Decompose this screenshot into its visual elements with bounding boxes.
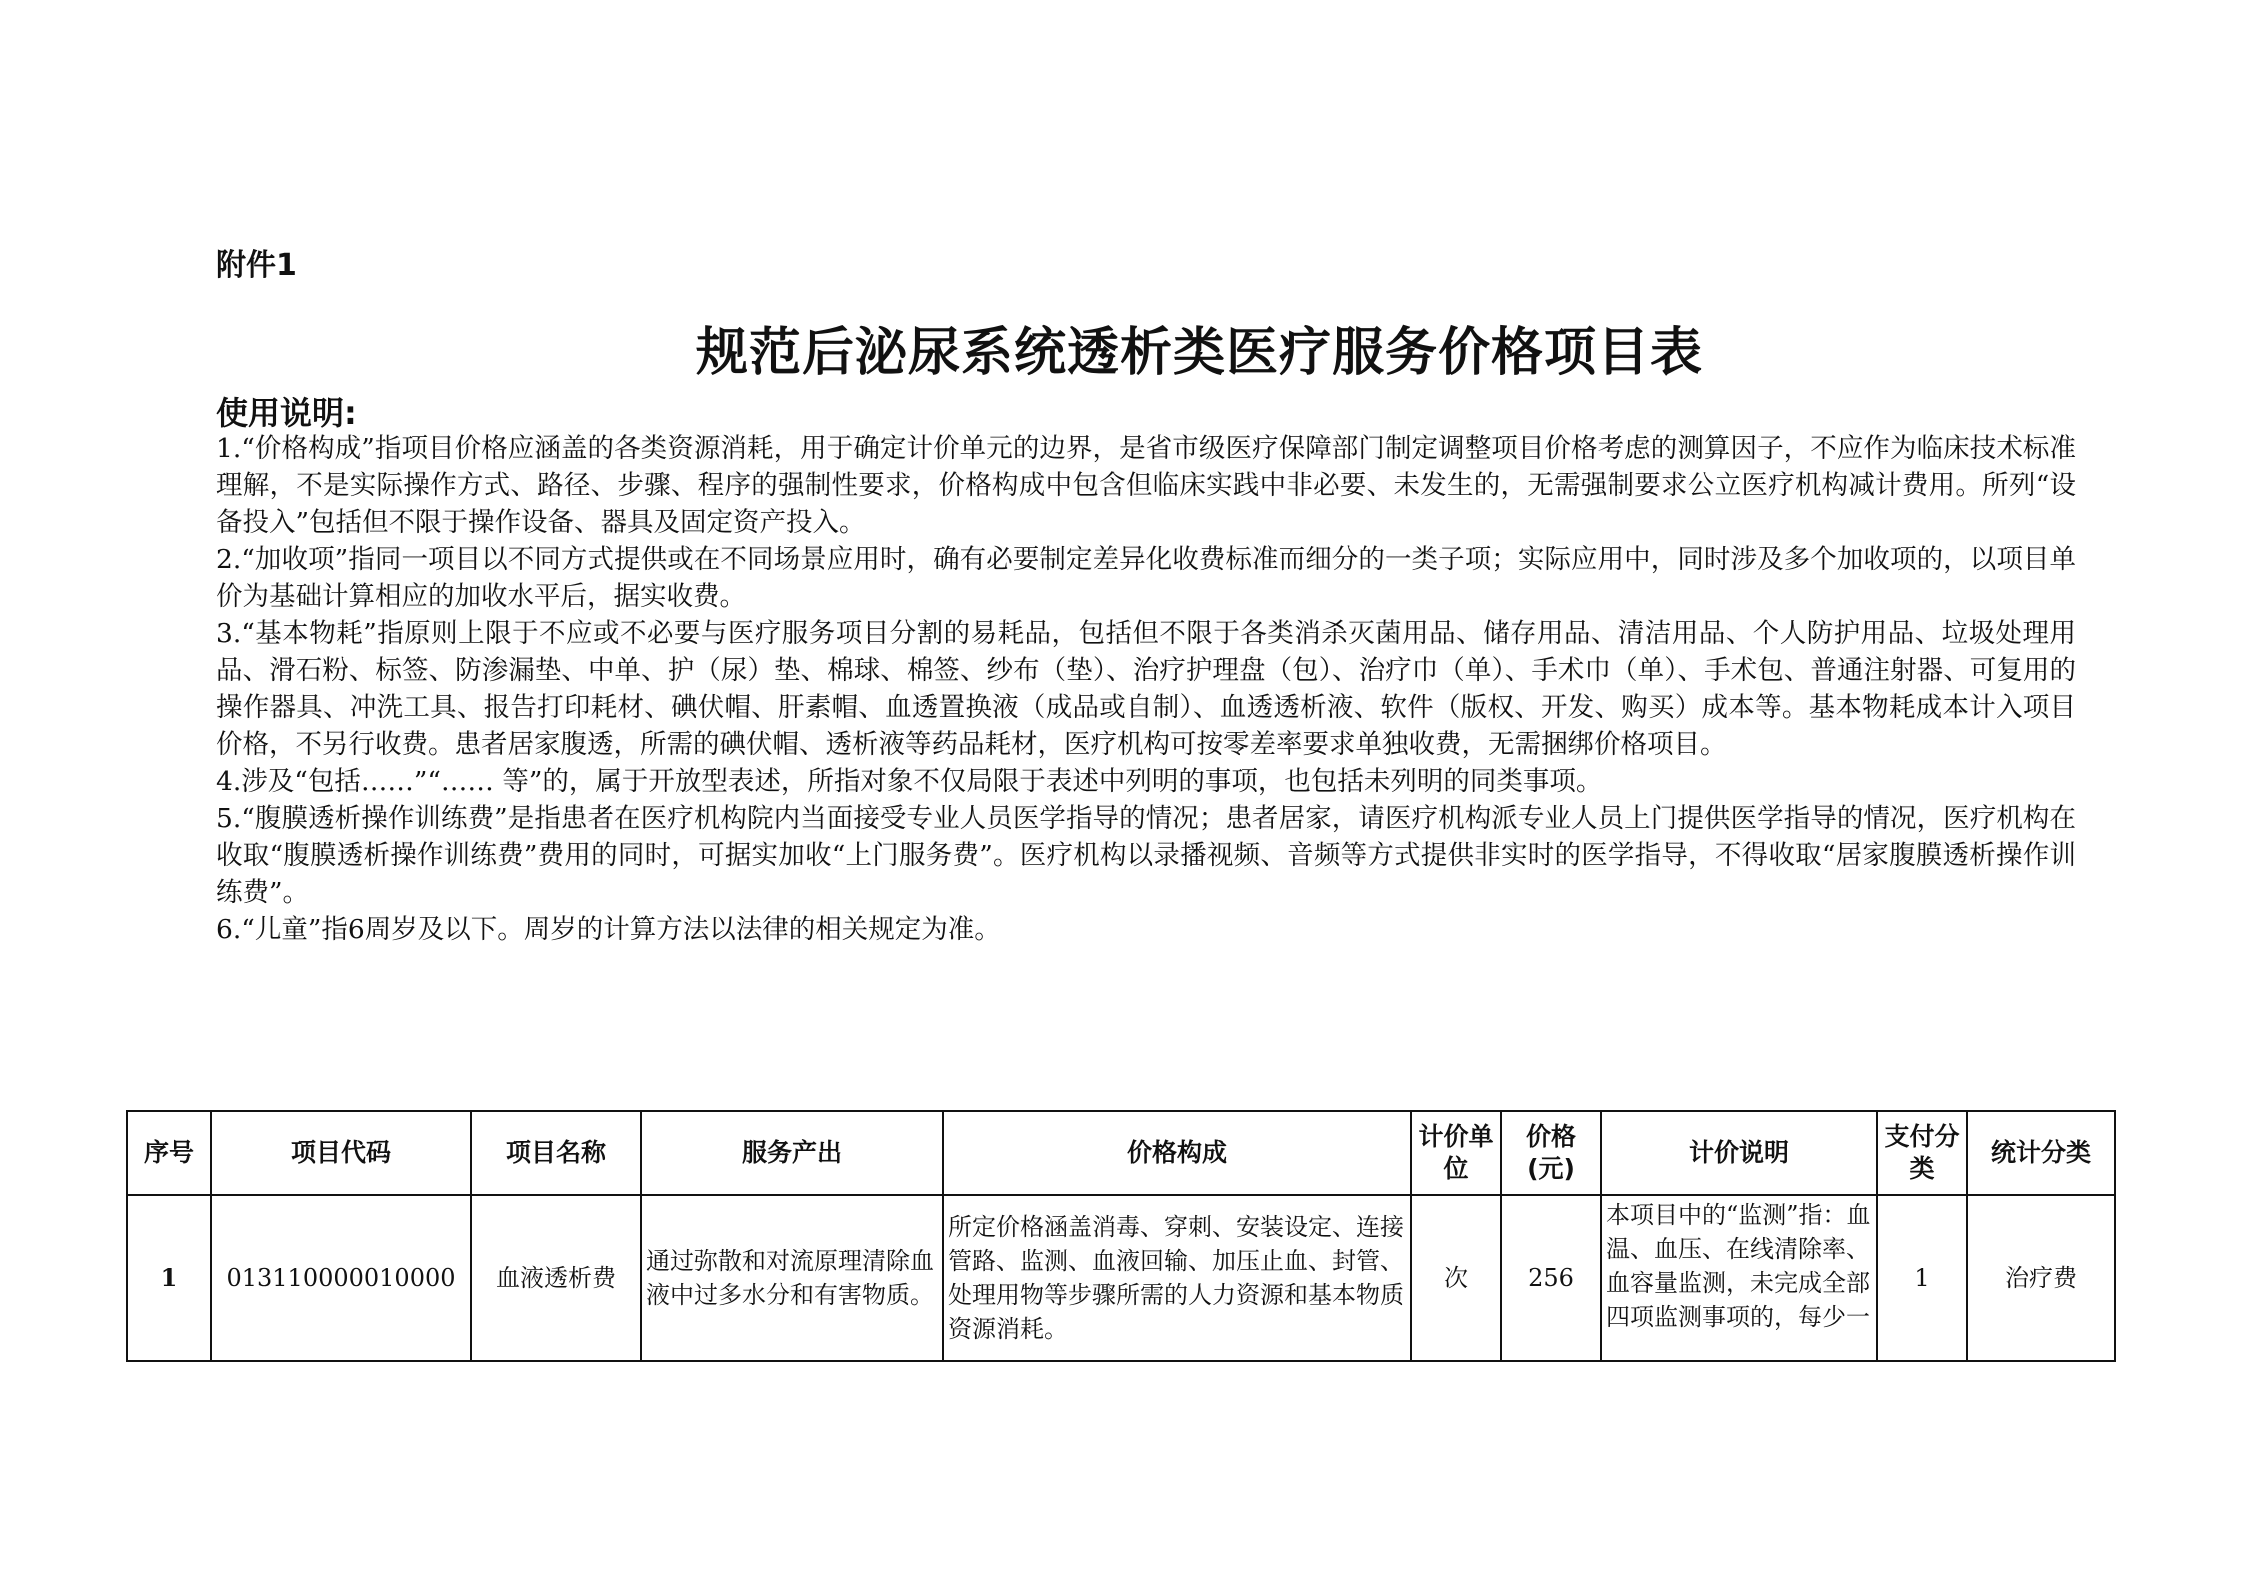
header-output: 服务产出	[641, 1111, 943, 1195]
note-item-3: 3.“基本物耗”指原则上限于不应或不必要与医疗服务项目分割的易耗品，包括但不限于各类消杀灭菌用品、储存用品、清洁用品、个人防护用品、垃圾处理用品、滑石粉、标签、防渗漏垫、中单、护（尿）垫、棉球、棉签、纱布（垫）、治疗护理盘（包）、治疗巾（单）、手术巾（单）、手术包、普通注射器、可复用的操作器具、冲洗工具、报告打印耗材、碘伏帽、肝素帽、血透置换液（成品或自制）、血透透析液、软件（版权、开发、购买）成本等。基本物耗成本计入项目价格，不另行收费。患者居家腹透，所需的碘伏帽、透析液等药品耗材，医疗机构可按零差率要求单独收费，无需捆绑价格项目。	[216, 618, 2076, 760]
header-composition: 价格构成	[943, 1111, 1411, 1195]
usage-notes	[216, 430, 2076, 948]
note-item-2: 2.“加收项”指同一项目以不同方式提供或在不同场景应用时，确有必要制定差异化收费标准而细分的一类子项；实际应用中，同时涉及多个加收项的，以项目单价为基础计算相应的加收水平后，据实收费。	[216, 544, 2076, 612]
header-seq: 序号	[127, 1111, 211, 1195]
document-title: 规范后泌尿系统透析类医疗服务价格项目表	[695, 322, 1703, 383]
header-pay-category: 支付分类	[1877, 1111, 1967, 1195]
cell-composition: 所定价格涵盖消毒、穿刺、安装设定、连接管路、监测、血液回输、加压止血、封管、处理用物等步骤所需的人力资源和基本物质资源消耗。	[943, 1195, 1411, 1361]
cell-name: 血液透析费	[471, 1195, 641, 1361]
header-name: 项目名称	[471, 1111, 641, 1195]
cell-output: 通过弥散和对流原理清除血液中过多水分和有害物质。	[641, 1195, 943, 1361]
cell-pricing-note-wrap	[1601, 1195, 1877, 1361]
cell-stat-category: 治疗费	[1967, 1195, 2115, 1361]
cell-pricing-note: 本项目中的“监测”指：血温、血压、在线清除率、血容量监测，未完成全部四项监测事项的，每少一	[1606, 1201, 1871, 1331]
note-item-4: 4.涉及“包括……”“…… 等”的，属于开放型表述，所指对象不仅局限于表述中列明的事项，也包括未列明的同类事项。	[216, 766, 1603, 797]
header-price: 价格(元)	[1501, 1111, 1601, 1195]
cell-unit: 次	[1411, 1195, 1501, 1361]
usage-heading: 使用说明:	[216, 394, 357, 432]
cell-price: 256	[1501, 1195, 1601, 1361]
attachment-label: 附件1	[216, 248, 297, 283]
header-pricing-note: 计价说明	[1601, 1111, 1877, 1195]
cell-seq: 1	[127, 1195, 211, 1361]
note-item-6: 6.“儿童”指6周岁及以下。周岁的计算方法以法律的相关规定为准。	[216, 914, 1001, 945]
table-header-row	[127, 1111, 2115, 1195]
note-item-5: 5.“腹膜透析操作训练费”是指患者在医疗机构院内当面接受专业人员医学指导的情况；患者居家，请医疗机构派专业人员上门提供医学指导的情况，医疗机构在收取“腹膜透析操作训练费”费用的同时，可据实加收“上门服务费”。医疗机构以录播视频、音频等方式提供非实时的医学指导，不得收取“居家腹膜透析操作训练费”。	[216, 803, 2076, 908]
header-stat-category: 统计分类	[1967, 1111, 2115, 1195]
header-code: 项目代码	[211, 1111, 471, 1195]
cell-code: 013110000010000	[211, 1195, 471, 1361]
cell-pay-category: 1	[1877, 1195, 1967, 1361]
price-items-table	[126, 1110, 2116, 1362]
table-row	[127, 1195, 2115, 1361]
header-unit: 计价单位	[1411, 1111, 1501, 1195]
note-item-1: 1.“价格构成”指项目价格应涵盖的各类资源消耗，用于确定计价单元的边界，是省市级医疗保障部门制定调整项目价格考虑的测算因子，不应作为临床技术标准理解，不是实际操作方式、路径、步骤、程序的强制性要求，价格构成中包含但临床实践中非必要、未发生的，无需强制要求公立医疗机构减计费用。所列“设备投入”包括但不限于操作设备、器具及固定资产投入。	[216, 433, 2076, 538]
